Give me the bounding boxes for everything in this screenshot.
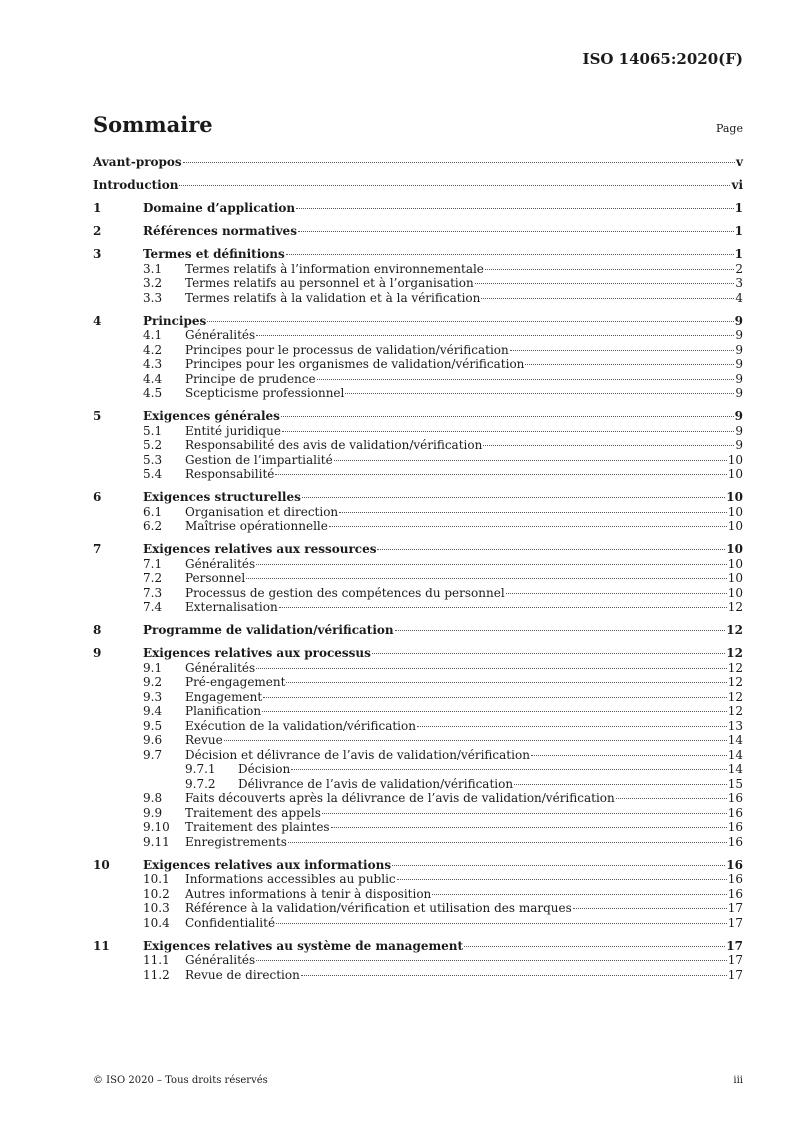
- toc-entry[interactable]: [93, 719, 743, 734]
- toc-entry-page: 12: [726, 646, 743, 660]
- toc-entry[interactable]: [93, 646, 743, 661]
- toc-entry-title: Décision et délivrance de l’avis de validation/vérification: [185, 747, 530, 762]
- dot-leader: [179, 184, 730, 186]
- dot-leader: [525, 363, 734, 365]
- page-footer: [93, 1075, 743, 1086]
- toc-entry-title: Exécution de la validation/vérification: [185, 718, 416, 733]
- toc-entry-title: Traitement des plaintes: [185, 820, 330, 834]
- toc-entry[interactable]: [93, 409, 743, 424]
- toc-entry-title: Revue de direction: [185, 967, 300, 982]
- dot-leader: [483, 444, 734, 446]
- toc-entry-number: 3: [93, 247, 102, 261]
- toc-entry[interactable]: [93, 748, 743, 763]
- dot-leader: [302, 496, 725, 498]
- toc-entry[interactable]: [93, 835, 743, 850]
- toc-entry[interactable]: [93, 858, 743, 873]
- dot-leader: [485, 268, 734, 270]
- toc-entry[interactable]: [93, 386, 743, 401]
- toc-entry-page: 9: [735, 371, 743, 386]
- toc-entry-page: 16: [727, 791, 743, 805]
- toc-entry-page: 10: [727, 467, 743, 481]
- toc-entry-page: 2: [735, 261, 743, 276]
- toc-entry-page: 9: [735, 386, 743, 400]
- dot-leader: [481, 297, 734, 299]
- toc-entry[interactable]: [93, 276, 743, 291]
- toc-entry-page: 1: [734, 201, 743, 215]
- dot-leader: [345, 392, 734, 394]
- toc-entry-title: Introduction: [93, 178, 179, 192]
- toc-entry[interactable]: [93, 155, 743, 170]
- toc-entry-number: 2: [93, 224, 102, 238]
- toc-entry-page: 12: [727, 704, 743, 718]
- toc-entry[interactable]: [93, 661, 743, 676]
- toc-entry-number: 9.3: [143, 689, 163, 704]
- toc-entry-page: 17: [727, 915, 743, 930]
- toc-entry-title: Principe de prudence: [185, 371, 316, 386]
- dot-leader: [256, 563, 727, 565]
- toc-entry-number: 7.2: [143, 571, 163, 585]
- toc-entry-title: Programme de validation/vérification: [143, 623, 394, 637]
- table-of-contents: [93, 155, 743, 982]
- dot-leader: [275, 473, 726, 475]
- toc-entry[interactable]: [93, 557, 743, 572]
- toc-entry-page: 10: [727, 556, 743, 571]
- dot-leader: [531, 754, 727, 756]
- dot-leader: [395, 629, 726, 631]
- toc-entry-number: 7.3: [143, 585, 163, 600]
- toc-entry[interactable]: [93, 791, 743, 806]
- toc-entry-title: Généralités: [185, 953, 256, 967]
- toc-entry-title: Personnel: [185, 571, 246, 585]
- dot-leader: [506, 592, 727, 594]
- toc-entry[interactable]: [93, 623, 743, 638]
- toc-entry[interactable]: [93, 733, 743, 748]
- toc-entry-page: 10: [727, 504, 743, 519]
- toc-entry-title: Confidentialité: [185, 915, 276, 930]
- toc-entry-page: 10: [726, 542, 743, 556]
- toc-entry-page: 10: [727, 571, 743, 585]
- toc-entry-page: 12: [727, 689, 743, 704]
- dot-leader: [322, 812, 727, 814]
- toc-entry-number: 10.3: [143, 901, 170, 915]
- dot-leader: [286, 253, 734, 255]
- page-column-label: Page: [715, 122, 743, 135]
- toc-entry-number: 9.2: [143, 675, 163, 689]
- toc-entry-page: 16: [727, 834, 743, 849]
- toc-entry[interactable]: [93, 372, 743, 387]
- toc-entry[interactable]: [93, 887, 743, 902]
- dot-leader: [224, 739, 727, 741]
- toc-entry-number: 9.7: [143, 747, 163, 762]
- toc-entry[interactable]: [93, 505, 743, 520]
- toc-entry-number: 6.1: [143, 504, 163, 519]
- toc-entry-number: 5: [93, 409, 102, 423]
- dot-leader: [246, 577, 727, 579]
- toc-entry-number: 10: [93, 857, 110, 872]
- toc-entry-page: 1: [734, 224, 743, 238]
- toc-entry[interactable]: [93, 571, 743, 586]
- toc-entry[interactable]: [93, 262, 743, 277]
- toc-entry-title: Termes et définitions: [143, 247, 285, 261]
- toc-entry-title: Traitement des appels: [185, 805, 321, 820]
- toc-entry-title: Engagement: [185, 689, 263, 704]
- toc-entry-title: Décision: [238, 762, 291, 776]
- dot-leader: [573, 907, 727, 909]
- dot-leader: [256, 667, 727, 669]
- dot-leader: [432, 893, 726, 895]
- title-row: [93, 112, 743, 137]
- toc-entry-title: Planification: [185, 704, 262, 718]
- toc-entry[interactable]: [93, 357, 743, 372]
- toc-entry-page: 9: [735, 328, 743, 342]
- toc-entry[interactable]: [93, 424, 743, 439]
- toc-entry-number: 4: [93, 313, 102, 328]
- toc-entry-title: Responsabilité: [185, 467, 275, 481]
- dot-leader: [183, 161, 735, 163]
- toc-entry-number: 9.5: [143, 718, 163, 733]
- toc-entry-page: 14: [727, 733, 743, 747]
- toc-entry-page: 16: [727, 805, 743, 820]
- toc-entry[interactable]: [93, 224, 743, 239]
- dot-leader: [616, 797, 727, 799]
- toc-entry-title: Exigences relatives aux ressources: [143, 542, 377, 556]
- toc-entry[interactable]: [93, 291, 743, 306]
- toc-entry-number: 4.2: [143, 342, 163, 357]
- toc-entry-title: Avant-propos: [93, 155, 182, 169]
- toc-entry-number: 5.3: [143, 452, 163, 467]
- toc-entry-title: Revue: [185, 733, 223, 747]
- toc-entry-page: 13: [727, 718, 743, 733]
- toc-entry-title: Exigences structurelles: [143, 490, 301, 504]
- dot-leader: [279, 606, 727, 608]
- dot-leader: [298, 230, 734, 232]
- toc-entry[interactable]: [93, 901, 743, 916]
- dot-leader: [262, 710, 727, 712]
- toc-entry[interactable]: [93, 968, 743, 983]
- toc-entry-page: 9: [734, 409, 743, 423]
- toc-entry-title: Termes relatifs au personnel et à l’organisation: [185, 276, 474, 290]
- toc-entry-title: Maîtrise opérationnelle: [185, 519, 328, 533]
- toc-entry-number: 9.4: [143, 704, 163, 718]
- dot-leader: [334, 459, 727, 461]
- copyright-notice: © ISO 2020 – Tous droits réservés: [93, 1075, 268, 1086]
- toc-entry-page: vi: [731, 178, 743, 192]
- toc-entry-page: 14: [727, 762, 743, 776]
- page-number: iii: [733, 1075, 743, 1086]
- toc-entry-number: 3.2: [143, 276, 163, 290]
- toc-entry-title: Exigences relatives aux processus: [143, 646, 371, 660]
- toc-entry[interactable]: [93, 704, 743, 719]
- toc-entry-number: 9: [93, 646, 102, 660]
- toc-entry[interactable]: [93, 820, 743, 835]
- toc-entry[interactable]: [93, 314, 743, 329]
- document-id: ISO 14065:2020(F): [582, 50, 743, 68]
- dot-leader: [514, 783, 727, 785]
- toc-entry-title: Enregistrements: [185, 834, 287, 849]
- dot-leader: [392, 864, 725, 866]
- toc-entry-page: 9: [734, 313, 743, 328]
- toc-entry-page: 3: [735, 276, 743, 290]
- toc-entry-number: 6.2: [143, 519, 163, 533]
- toc-entry-title: Références normatives: [143, 224, 297, 238]
- toc-entry-title: Faits découverts après la délivrance de l’avis de validation/vérification: [185, 791, 615, 805]
- toc-entry-title: Responsabilité des avis de validation/vérification: [185, 438, 483, 452]
- toc-entry-number: 9.7.1: [185, 762, 216, 776]
- toc-entry-number: 5.4: [143, 467, 163, 481]
- toc-entry-number: 9.6: [143, 733, 163, 747]
- toc-entry-page: 10: [727, 585, 743, 600]
- toc-entry-number: 7.1: [143, 556, 163, 571]
- toc-entry-title: Organisation et direction: [185, 504, 339, 519]
- toc-entry-number: 9.10: [143, 820, 170, 834]
- dot-leader: [256, 334, 734, 336]
- toc-entry-page: 9: [735, 438, 743, 452]
- toc-entry[interactable]: [93, 490, 743, 505]
- toc-entry-number: 4.3: [143, 357, 163, 371]
- toc-entry-page: 16: [727, 886, 743, 901]
- toc-entry[interactable]: [93, 690, 743, 705]
- toc-entry-number: 5.2: [143, 438, 163, 452]
- toc-entry-page: 16: [727, 820, 743, 834]
- dot-leader: [475, 282, 735, 284]
- toc-entry-title: Principes pour les organismes de validation/vérification: [185, 357, 525, 371]
- toc-entry-page: 12: [727, 675, 743, 689]
- toc-entry-number: 3.1: [143, 261, 163, 276]
- toc-entry-page: 17: [727, 967, 743, 982]
- toc-entry[interactable]: [93, 247, 743, 262]
- dot-leader: [510, 349, 735, 351]
- toc-entry[interactable]: [93, 762, 743, 777]
- toc-entry[interactable]: [93, 178, 743, 193]
- toc-entry[interactable]: [93, 343, 743, 358]
- toc-entry[interactable]: [93, 953, 743, 968]
- toc-entry-number: 9.1: [143, 660, 163, 675]
- toc-entry-number: 11.2: [143, 967, 170, 982]
- dot-leader: [291, 768, 726, 770]
- toc-entry-title: Généralités: [185, 660, 256, 675]
- toc-entry-title: Exigences générales: [143, 409, 280, 423]
- toc-entry-number: 10.4: [143, 915, 170, 930]
- page-title: Sommaire: [93, 112, 213, 137]
- dot-leader: [256, 959, 727, 961]
- dot-leader: [282, 430, 734, 432]
- dot-leader: [339, 511, 727, 513]
- dot-leader: [372, 652, 725, 654]
- toc-entry[interactable]: [93, 872, 743, 887]
- toc-entry-number: 4.4: [143, 371, 163, 386]
- toc-entry-page: 14: [727, 747, 743, 762]
- toc-entry[interactable]: [93, 777, 743, 792]
- toc-entry-page: 12: [727, 660, 743, 675]
- dot-leader: [281, 415, 734, 417]
- toc-entry-title: Généralités: [185, 328, 256, 342]
- toc-entry-number: 10.1: [143, 872, 170, 886]
- toc-entry-page: 10: [727, 452, 743, 467]
- toc-entry-page: 1: [734, 247, 743, 261]
- toc-entry-page: 9: [735, 342, 743, 357]
- toc-entry-number: 3.3: [143, 290, 163, 305]
- toc-entry-number: 10.2: [143, 886, 170, 901]
- toc-entry-title: Principes pour le processus de validation/vérification: [185, 342, 509, 357]
- toc-entry[interactable]: [93, 600, 743, 615]
- toc-entry[interactable]: [93, 201, 743, 216]
- toc-entry-title: Généralités: [185, 556, 256, 571]
- dot-leader: [263, 696, 727, 698]
- toc-entry-page: 10: [727, 519, 743, 533]
- toc-entry-title: Gestion de l’impartialité: [185, 452, 333, 467]
- dot-leader: [397, 878, 727, 880]
- toc-entry-title: Informations accessibles au public: [185, 872, 396, 886]
- toc-entry-title: Termes relatifs à l’information environnementale: [185, 261, 484, 276]
- toc-entry-title: Termes relatifs à la validation et à la vérification: [185, 290, 481, 305]
- toc-entry-number: 9.8: [143, 791, 163, 805]
- toc-entry-number: 9.7.2: [185, 776, 216, 791]
- toc-entry-number: 6: [93, 490, 102, 504]
- toc-entry-number: 7.4: [143, 600, 163, 614]
- dot-leader: [317, 378, 735, 380]
- toc-entry-number: 11.1: [143, 953, 170, 967]
- toc-entry-number: 5.1: [143, 423, 163, 438]
- toc-entry-page: 4: [735, 290, 743, 305]
- dot-leader: [329, 525, 727, 527]
- toc-entry-number: 4.5: [143, 386, 163, 400]
- toc-entry-page: 12: [726, 623, 743, 637]
- toc-entry-page: 15: [727, 776, 743, 791]
- toc-entry[interactable]: [93, 939, 743, 954]
- toc-entry-page: v: [736, 155, 743, 169]
- toc-entry-number: 4.1: [143, 328, 163, 342]
- toc-entry-number: 11: [93, 938, 110, 953]
- toc-entry[interactable]: [93, 519, 743, 534]
- toc-entry[interactable]: [93, 675, 743, 690]
- toc-entry-title: Exigences relatives au système de management: [143, 938, 464, 953]
- toc-entry-page: 17: [727, 953, 743, 967]
- toc-entry-title: Référence à la validation/vérification et utilisation des marques: [185, 901, 572, 915]
- toc-entry-title: Processus de gestion des compétences du personnel: [185, 585, 505, 600]
- dot-leader: [296, 207, 734, 209]
- toc-entry-number: 1: [93, 201, 102, 215]
- toc-entry-title: Autres informations à tenir à disposition: [185, 886, 432, 901]
- toc-entry[interactable]: [93, 916, 743, 931]
- toc-entry-number: 8: [93, 623, 102, 637]
- toc-entry-title: Délivrance de l’avis de validation/vérification: [238, 776, 514, 791]
- toc-entry-title: Entité juridique: [185, 423, 281, 438]
- dot-leader: [464, 945, 725, 947]
- toc-entry-number: 9.11: [143, 834, 170, 849]
- toc-entry-page: 16: [727, 872, 743, 886]
- toc-entry-page: 12: [727, 600, 743, 614]
- toc-entry-title: Exigences relatives aux informations: [143, 857, 392, 872]
- dot-leader: [417, 725, 727, 727]
- dot-leader: [207, 320, 733, 322]
- toc-entry-title: Principes: [143, 313, 207, 328]
- toc-entry-title: Domaine d’application: [143, 201, 296, 215]
- dot-leader: [331, 826, 727, 828]
- toc-entry-title: Pré-engagement: [185, 675, 286, 689]
- dot-leader: [301, 974, 727, 976]
- toc-entry[interactable]: [93, 806, 743, 821]
- toc-entry[interactable]: [93, 438, 743, 453]
- toc-entry[interactable]: [93, 586, 743, 601]
- toc-entry[interactable]: [93, 542, 743, 557]
- toc-entry-page: 10: [726, 490, 743, 504]
- toc-entry-page: 17: [726, 938, 743, 953]
- toc-entry-number: 9.9: [143, 805, 163, 820]
- toc-entry-title: Scepticisme professionnel: [185, 386, 345, 400]
- toc-entry-title: Externalisation: [185, 600, 278, 614]
- toc-entry-page: 17: [727, 901, 743, 915]
- toc-entry[interactable]: [93, 453, 743, 468]
- dot-leader: [377, 548, 725, 550]
- toc-entry-page: 9: [735, 423, 743, 438]
- dot-leader: [276, 922, 727, 924]
- toc-entry-page: 16: [726, 857, 743, 872]
- toc-entry-number: 7: [93, 542, 102, 556]
- dot-leader: [286, 681, 726, 683]
- dot-leader: [288, 841, 727, 843]
- toc-entry[interactable]: [93, 328, 743, 343]
- toc-entry-page: 9: [735, 357, 743, 371]
- toc-entry[interactable]: [93, 467, 743, 482]
